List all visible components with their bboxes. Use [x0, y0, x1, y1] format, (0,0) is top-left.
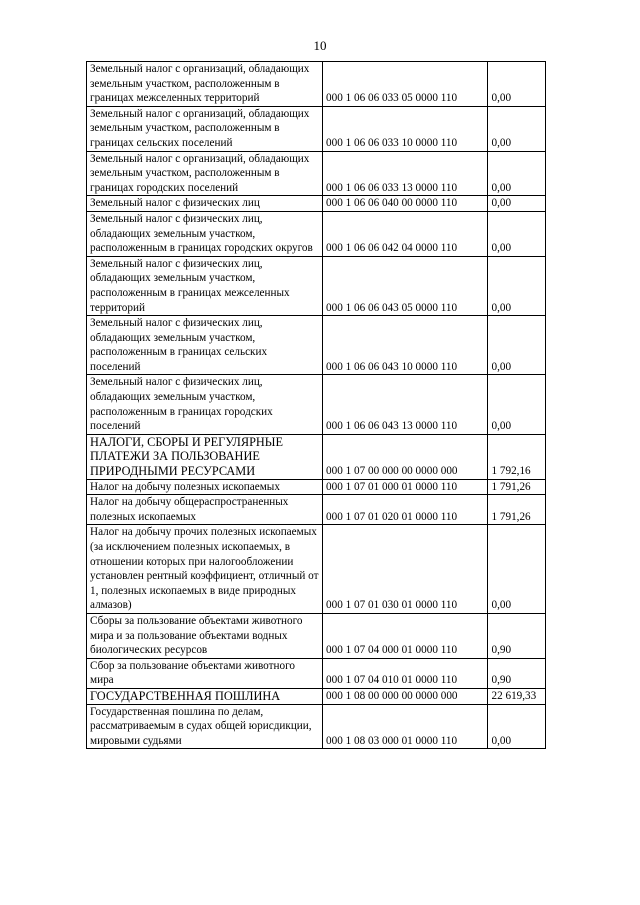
- revenue-name-cell: Земельный налог с физических лиц, обладающих земельным участком, расположенным в границах сельских поселений: [87, 316, 323, 375]
- table-row: [87, 196, 546, 212]
- table-row: [87, 658, 546, 688]
- budget-code-cell: 000 1 08 03 000 01 0000 110: [323, 704, 488, 749]
- table-row: [87, 151, 546, 196]
- budget-code-cell: 000 1 06 06 033 05 0000 110: [323, 62, 488, 107]
- table-row: [87, 256, 546, 315]
- revenue-name-cell: Налог на добычу прочих полезных ископаемых (за исключением полезных ископаемых, в отношении которых при налогообложении установлен рентный коэффициент, отличный от 1, полезных ископаемых в виде природных алмазов): [87, 525, 323, 614]
- amount-cell: 0,00: [488, 525, 546, 614]
- revenue-table: [86, 61, 546, 749]
- revenue-name-cell: Сбор за пользование объектами животного мира: [87, 658, 323, 688]
- budget-code-cell: 000 1 06 06 043 05 0000 110: [323, 256, 488, 315]
- table-row: [87, 106, 546, 151]
- revenue-name-cell: Сборы за пользование объектами животного мира и за пользование объектами водных биологических ресурсов: [87, 613, 323, 658]
- amount-cell: 1 791,26: [488, 479, 546, 495]
- page-number: 10: [313, 38, 327, 53]
- budget-code-cell: 000 1 06 06 033 13 0000 110: [323, 151, 488, 196]
- amount-cell: 22 619,33: [488, 688, 546, 704]
- amount-cell: 1 792,16: [488, 434, 546, 479]
- budget-code-cell: 000 1 07 04 010 01 0000 110: [323, 658, 488, 688]
- amount-cell: 0,00: [488, 211, 546, 256]
- amount-cell: 0,00: [488, 375, 546, 434]
- revenue-name-cell: Налог на добычу полезных ископаемых: [87, 479, 323, 495]
- revenue-name-cell: Земельный налог с физических лиц: [87, 196, 323, 212]
- revenue-name-cell: Земельный налог с организаций, обладающих земельным участком, расположенным в границах сельских поселений: [87, 106, 323, 151]
- budget-code-cell: 000 1 06 06 042 04 0000 110: [323, 211, 488, 256]
- budget-code-cell: 000 1 07 04 000 01 0000 110: [323, 613, 488, 658]
- table-row: [87, 375, 546, 434]
- amount-cell: 0,90: [488, 613, 546, 658]
- revenue-name-cell: Государственная пошлина по делам, рассматриваемым в судах общей юрисдикции, мировыми судьями: [87, 704, 323, 749]
- budget-code-cell: 000 1 07 01 000 01 0000 110: [323, 479, 488, 495]
- amount-cell: 0,00: [488, 316, 546, 375]
- revenue-name-cell: ГОСУДАРСТВЕННАЯ ПОШЛИНА: [87, 688, 323, 704]
- table-row: [87, 495, 546, 525]
- amount-cell: 0,00: [488, 704, 546, 749]
- amount-cell: 1 791,26: [488, 495, 546, 525]
- amount-cell: 0,00: [488, 151, 546, 196]
- table-row: [87, 704, 546, 749]
- revenue-name-cell: Земельный налог с физических лиц, обладающих земельным участком, расположенным в границах городских поселений: [87, 375, 323, 434]
- table-row: [87, 479, 546, 495]
- amount-cell: 0,00: [488, 106, 546, 151]
- table-row: [87, 316, 546, 375]
- table-row: [87, 525, 546, 614]
- revenue-name-cell: Земельный налог с физических лиц, обладающих земельным участком, расположенным в границах городских округов: [87, 211, 323, 256]
- amount-cell: 0,00: [488, 196, 546, 212]
- table-row: [87, 62, 546, 107]
- amount-cell: 0,00: [488, 62, 546, 107]
- revenue-name-cell: Земельный налог с физических лиц, обладающих земельным участком, расположенным в границах межселенных территорий: [87, 256, 323, 315]
- revenue-name-cell: Земельный налог с организаций, обладающих земельным участком, расположенным в границах городских поселений: [87, 151, 323, 196]
- amount-cell: 0,90: [488, 658, 546, 688]
- budget-code-cell: 000 1 07 00 000 00 0000 000: [323, 434, 488, 479]
- table-row: [87, 613, 546, 658]
- revenue-name-cell: НАЛОГИ, СБОРЫ И РЕГУЛЯРНЫЕ ПЛАТЕЖИ ЗА ПОЛЬЗОВАНИЕ ПРИРОДНЫМИ РЕСУРСАМИ: [87, 434, 323, 479]
- revenue-table-body: [87, 62, 546, 749]
- budget-code-cell: 000 1 08 00 000 00 0000 000: [323, 688, 488, 704]
- budget-code-cell: 000 1 06 06 043 10 0000 110: [323, 316, 488, 375]
- budget-code-cell: 000 1 07 01 020 01 0000 110: [323, 495, 488, 525]
- revenue-name-cell: Налог на добычу общераспространенных полезных ископаемых: [87, 495, 323, 525]
- table-row: [87, 688, 546, 704]
- revenue-name-cell: Земельный налог с организаций, обладающих земельным участком, расположенным в границах межселенных территорий: [87, 62, 323, 107]
- budget-code-cell: 000 1 07 01 030 01 0000 110: [323, 525, 488, 614]
- table-row: [87, 211, 546, 256]
- budget-code-cell: 000 1 06 06 040 00 0000 110: [323, 196, 488, 212]
- budget-code-cell: 000 1 06 06 043 13 0000 110: [323, 375, 488, 434]
- budget-code-cell: 000 1 06 06 033 10 0000 110: [323, 106, 488, 151]
- amount-cell: 0,00: [488, 256, 546, 315]
- table-row: [87, 434, 546, 479]
